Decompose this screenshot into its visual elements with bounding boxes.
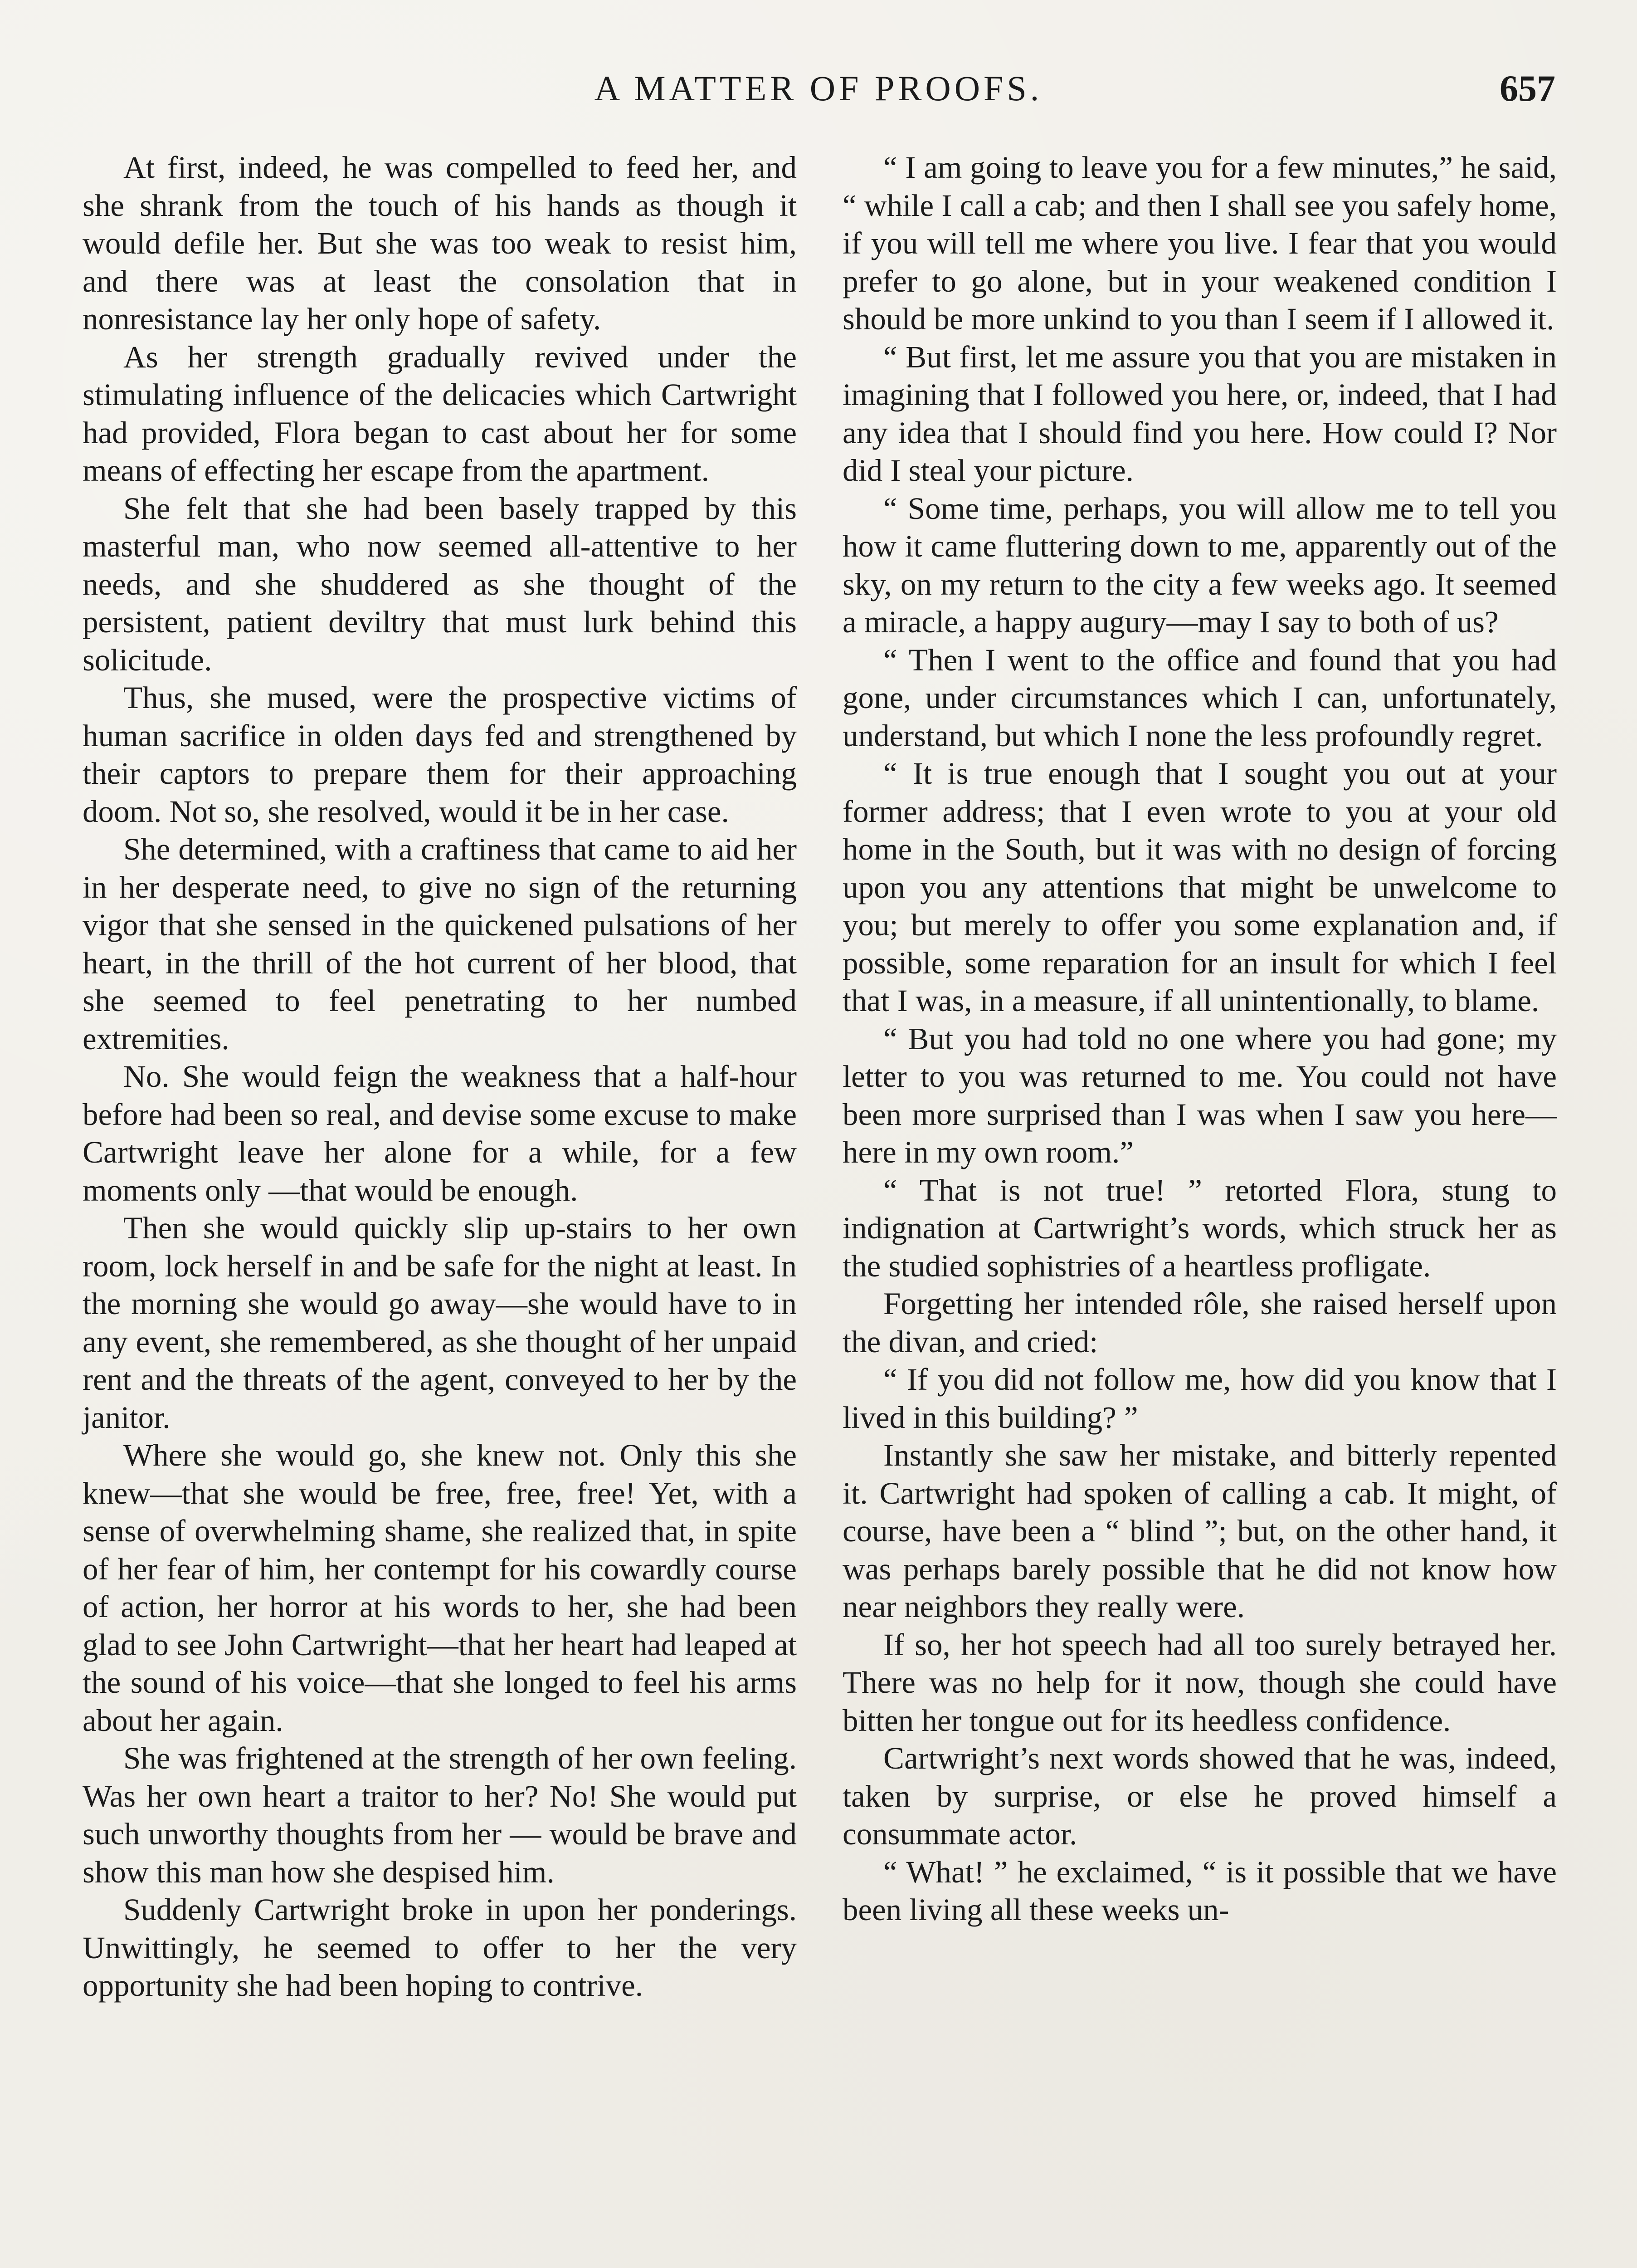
paragraph: She felt that she had been basely trapped by this masterful man, who now seemed all-attentive to her needs, and she shuddered as she thought of the persistent, patient deviltry that must lurk behind this solicitude. xyxy=(83,491,797,677)
paragraph: “ What! ” he exclaimed, “ is it possible that we have been living all these weeks un- xyxy=(843,1854,1557,1927)
paragraph: She determined, with a craftiness that came to aid her in her desperate need, to give no sign of the returning vigor that she sensed in the quickened pulsations of her heart, in the thrill of the hot current of her blood, that she seemed to feel penetrating to her numbed extremities. xyxy=(83,832,797,1056)
paragraph: Forgetting her intended rôle, she raised herself upon the divan, and cried: xyxy=(843,1286,1557,1359)
running-title: A MATTER OF PROOFS. xyxy=(594,68,1043,108)
paragraph: If so, her hot speech had all too surely betrayed her. There was no help for it now, though she could have bitten her tongue out for its heedless confidence. xyxy=(843,1627,1557,1738)
paragraph: Suddenly Cartwright broke in upon her ponderings. Unwittingly, he seemed to offer to her the very opportunity she had been hoping to contrive. xyxy=(83,1892,797,2003)
paragraph: Where she would go, she knew not. Only this she knew—that she would be free, free, free! Yet, with a sense of overwhelming shame, she realized that, in spite of her fear of him, her contempt for his cowardly course of action, her horror at his words to her, she had been glad to see John Cartwright—that her heart had leaped at the sound of his voice—that she longed to feel his arms about her again. xyxy=(83,1438,797,1738)
paragraph: She was frightened at the strength of her own feeling. Was her own heart a traitor to her? No! She would put such unworthy thoughts from her — would be brave and show this man how she despised him. xyxy=(83,1741,797,1889)
paragraph: “ That is not true! ” retorted Flora, stung to indignation at Cartwright’s words, which struck her as the studied sophistries of a heartless profligate. xyxy=(843,1173,1557,1283)
paragraph: “ If you did not follow me, how did you know that I lived in this building? ” xyxy=(843,1362,1557,1435)
page-header xyxy=(82,64,1555,113)
paragraph: “ It is true enough that I sought you out at your former address; that I even wrote to you at your old home in the South, but it was with no design of forcing upon you any attentions that might be unwelcome to you; but merely to offer you some explanation and, if possible, some reparation for an insult for which I feel that I was, in a measure, if all unintentionally, to blame. xyxy=(843,756,1557,1018)
paragraph: At first, indeed, he was compelled to feed her, and she shrank from the touch of his hands as though it would defile her. But she was too weak to resist him, and there was at least the consolation that in nonresistance lay her only hope of safety. xyxy=(83,150,797,336)
paragraph: “ But first, let me assure you that you are mistaken in imagining that I followed you here, or, indeed, that I had any idea that I should find you here. How could I? Nor did I steal your picture. xyxy=(843,339,1557,488)
paragraph: “ I am going to leave you for a few minutes,” he said, “ while I call a cab; and then I shall see you safely home, if you will tell me where you live. I fear that you would prefer to go alone, but in your weakened condition I should be more unkind to you than I seem if I allowed it. xyxy=(843,150,1557,336)
left-text-column xyxy=(83,149,797,2005)
paragraph: No. She would feign the weakness that a half-hour before had been so real, and devise some excuse to make Cartwright leave her alone for a while, for a few moments only —that would be enough. xyxy=(83,1059,797,1207)
paragraph: Then she would quickly slip up-stairs to her own room, lock herself in and be safe for the night at least. In the morning she would go away—she would have to in any event, she remembered, as she thought of her unpaid rent and the threats of the agent, conveyed to her by the janitor. xyxy=(83,1211,797,1435)
paragraph: “ But you had told no one where you had gone; my letter to you was returned to me. You could not have been more surprised than I was when I saw you here—here in my own room.” xyxy=(843,1021,1557,1169)
paragraph: As her strength gradually revived under the stimulating influence of the delicacies which Cartwright had provided, Flora began to cast about her for some means of effecting her escape from the apartment. xyxy=(83,339,797,488)
paragraph: Thus, she mused, were the prospective victims of human sacrifice in olden days fed and strengthened by their captors to prepare them for their approaching doom. Not so, she resolved, would it be in her case. xyxy=(83,680,797,829)
paragraph: Instantly she saw her mistake, and bitterly repented it. Cartwright had spoken of calling a cab. It might, of course, have been a “ blind ”; but, on the other hand, it was perhaps barely possible that he did not know how near neighbors they really were. xyxy=(843,1438,1557,1624)
paragraph: “ Some time, perhaps, you will allow me to tell you how it came fluttering down to me, apparently out of the sky, on my return to the city a few weeks ago. It seemed a miracle, a happy augury—may I say to both of us? xyxy=(843,491,1557,639)
paragraph: Cartwright’s next words showed that he was, indeed, taken by surprise, or else he proved himself a consummate actor. xyxy=(843,1741,1557,1851)
right-text-column xyxy=(843,149,1557,1929)
page-number: 657 xyxy=(1500,68,1555,109)
paragraph: “ Then I went to the office and found that you had gone, under circumstances which I can, unfortunately, understand, but which I none the less profoundly regret. xyxy=(843,642,1557,753)
